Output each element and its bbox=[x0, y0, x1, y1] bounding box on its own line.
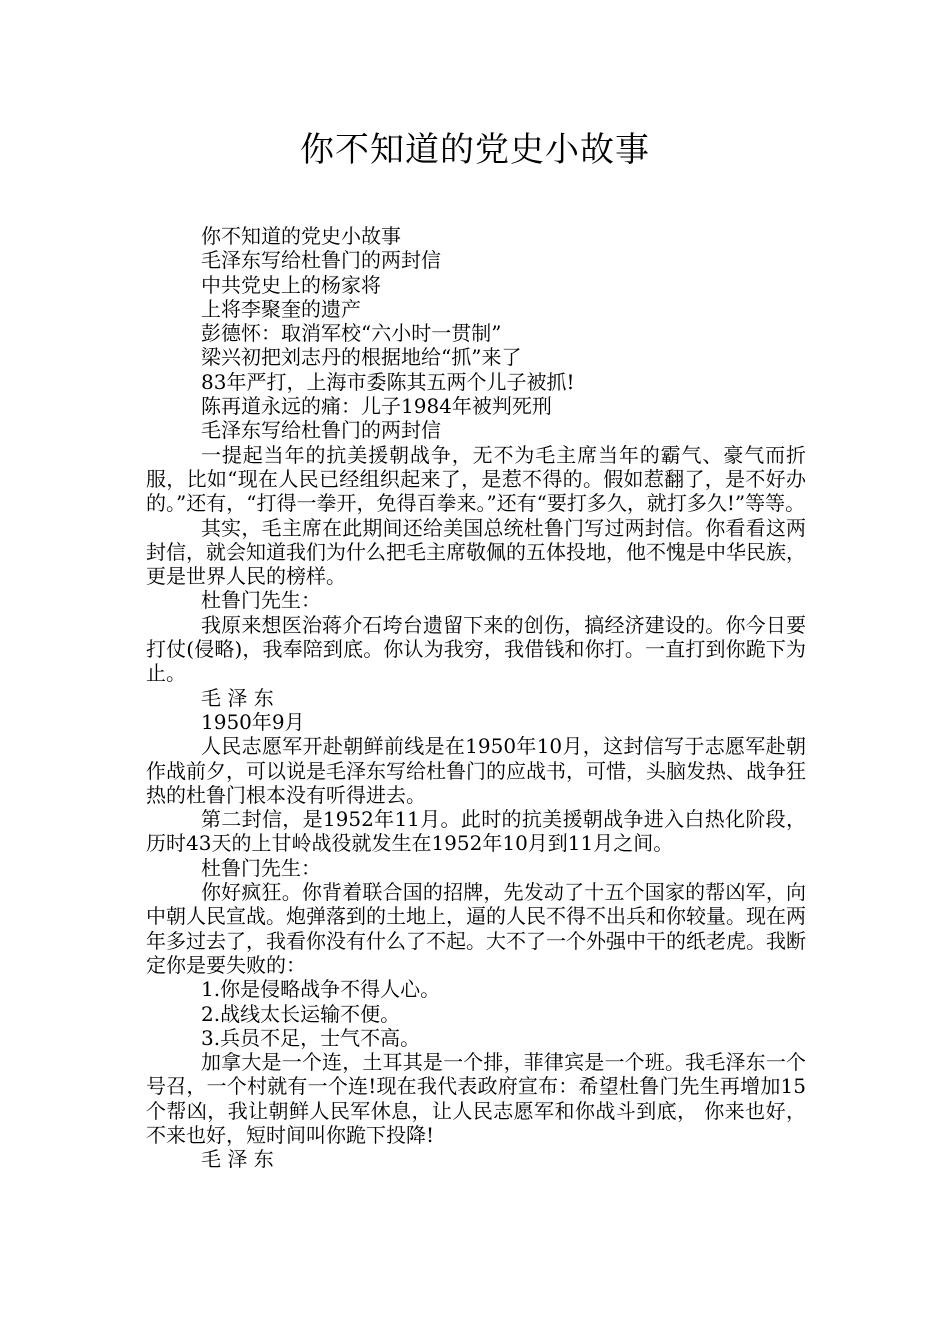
toc-item: 83年严打，上海市委陈其五两个儿子被抓! bbox=[201, 369, 575, 394]
letter2-point: 3.兵员不足，士气不高。 bbox=[201, 1025, 421, 1050]
toc-item: 你不知道的党史小故事 bbox=[201, 224, 401, 248]
between-paragraph: 第二封信，是1952年11月。此时的抗美援朝战争进入白热化阶段，历时43天的上甘岭战役就发生在1952年10月到11月之间。 bbox=[146, 807, 806, 856]
letter2-signature: 毛 泽 东 bbox=[201, 1147, 274, 1172]
document-title: 你不知道的党史小故事 bbox=[300, 130, 650, 170]
between-paragraph: 人民志愿军开赴朝鲜前线是在1950年10月，这封信写于志愿军赴朝作战前夕，可以说是毛泽东写给杜鲁门的应战书，可惜，头脑发热、战争狂热的杜鲁门根本没有听得进去。 bbox=[146, 734, 806, 807]
toc-item: 毛泽东写给杜鲁门的两封信 bbox=[201, 248, 441, 273]
intro-paragraph: 一提起当年的抗美援朝战争，无不为毛主席当年的霸气、豪气而折服，比如“现在人民已经组织起来了，是惹不得的。假如惹翻了，是不好办的。”还有，“打得一拳开，免得百拳来。”还有“要打多久，就打多久!”等等。 bbox=[146, 442, 806, 516]
intro-paragraph: 其实，毛主席在此期间还给美国总统杜鲁门写过两封信。你看看这两封信，就会知道我们为什么把毛主席敬佩的五体投地，他不愧是中华民族，更是世界人民的榜样。 bbox=[146, 515, 806, 589]
document-body bbox=[146, 224, 806, 1172]
letter1-signature: 毛 泽 东 bbox=[201, 685, 274, 710]
letter2-salutation: 杜鲁门先生： bbox=[201, 855, 321, 880]
toc-item: 梁兴初把刘志丹的根据地给“抓”来了 bbox=[201, 345, 522, 370]
letter1-salutation: 杜鲁门先生： bbox=[201, 588, 321, 613]
toc-item: 陈再道永远的痛：儿子1984年被判死刑 bbox=[201, 394, 552, 419]
letter1-date: 1950年9月 bbox=[201, 709, 305, 734]
letter2-closing: 加拿大是一个连，土耳其是一个排，菲律宾是一个班。我毛泽东一个号召，一个村就有一个连!现在我代表政府宣布：希望杜鲁门先生再增加15个帮凶，我让朝鲜人民军休息，让人民志愿军和你战斗到底， 你来也好，不来也好，短时间叫你跪下投降! bbox=[146, 1050, 806, 1147]
toc-item: 彭德怀：取消军校“六小时一贯制” bbox=[201, 321, 502, 346]
toc-item: 上将李聚奎的遗产 bbox=[201, 296, 361, 321]
letter2-body: 你好疯狂。你背着联合国的招牌，先发动了十五个国家的帮凶军，向中朝人民宣战。炮弹落到的土地上，逼的人民不得不出兵和你较量。现在两年多过去了，我看你没有什么了不起。大不了一个外强中干的纸老虎。我断定你是要失败的： bbox=[146, 880, 806, 977]
section-heading: 毛泽东写给杜鲁门的两封信 bbox=[201, 418, 441, 443]
letter2-point: 1.你是侵略战争不得人心。 bbox=[201, 977, 441, 1002]
letter1-body: 我原来想医治蒋介石垮台遗留下来的创伤，搞经济建设的。你今日要打仗(侵略)，我奉陪到底。你认为我穷，我借钱和你打。一直打到你跪下为止。 bbox=[146, 612, 806, 686]
letter2-point: 2.战线太长运输不便。 bbox=[201, 1001, 401, 1026]
toc-item: 中共党史上的杨家将 bbox=[201, 272, 381, 297]
